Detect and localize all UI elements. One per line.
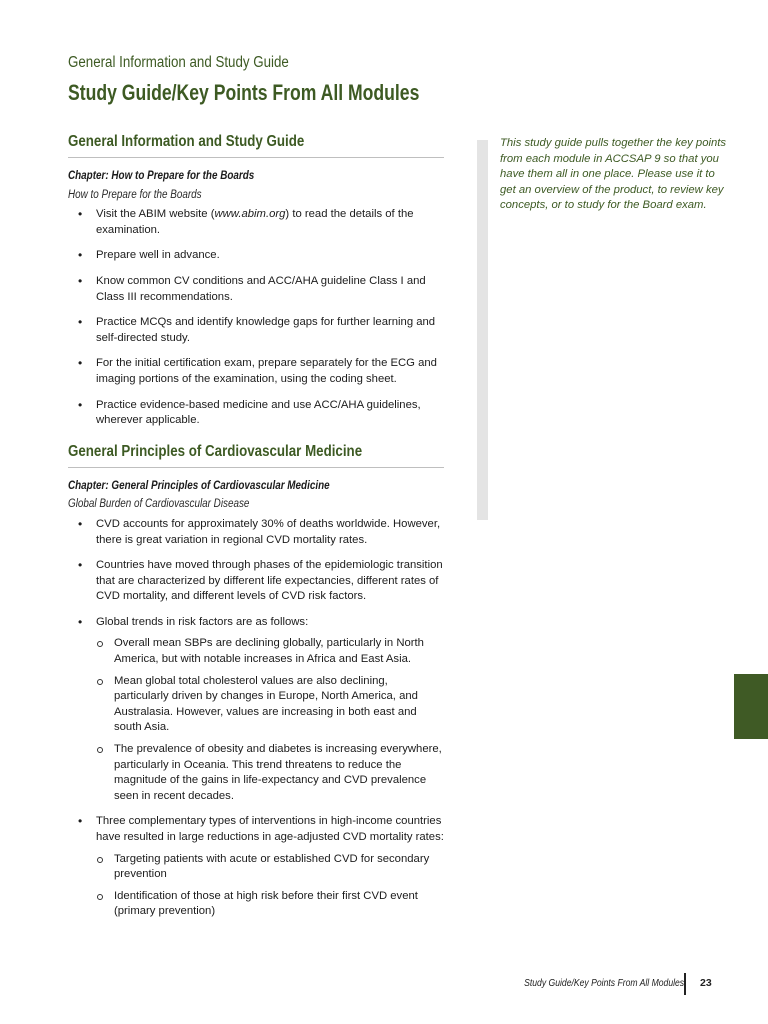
- sub-list-item: Targeting patients with acute or established CVD for secondary prevention: [96, 852, 444, 883]
- sub-list-item: Overall mean SBPs are declining globally, particularly in North America, but with notable increases in Africa and East Asia.: [96, 636, 444, 667]
- chapter-title: Chapter: General Principles of Cardiovascular Medicine: [68, 479, 330, 492]
- bullet-list: [68, 517, 444, 920]
- section-kicker: General Information and Study Guide: [68, 54, 289, 71]
- section-heading-rule: [68, 134, 444, 158]
- subheading: How to Prepare for the Boards: [68, 188, 202, 201]
- main-column: [68, 134, 444, 930]
- section-heading: General Information and Study Guide: [68, 133, 305, 150]
- sub-list-item: Identification of those at high risk before their first CVD event (primary prevention): [96, 889, 444, 920]
- list-item: • Countries have moved through phases of the epidemiologic transition that are characterized by different life expectancies, different rates of CVD mortality, and different levels of CVD risk factors.: [68, 558, 444, 605]
- sub-list-item: The prevalence of obesity and diabetes is increasing everywhere, particularly in Oceania. This trend threatens to reduce the magnitude of the gains in life-expectancy and CVD prevalence seen in recent decades.: [96, 742, 444, 804]
- abim-website-link[interactable]: www.abim.org: [214, 208, 286, 221]
- chapter-tab: [734, 674, 768, 739]
- footer-divider: [684, 973, 686, 995]
- list-item: • Know common CV conditions and ACC/AHA guideline Class I and Class III recommendations.: [68, 274, 444, 305]
- list-item: • Practice MCQs and identify knowledge gaps for further learning and self-directed study.: [68, 315, 444, 346]
- list-item: • CVD accounts for approximately 30% of deaths worldwide. However, there is great variation in regional CVD mortality rates.: [68, 517, 444, 548]
- chapter-title: Chapter: How to Prepare for the Boards: [68, 170, 255, 182]
- page-title: Study Guide/Key Points From All Modules: [68, 80, 420, 105]
- bullet-text: Three complementary types of interventions in high-income countries have resulted in large reductions in age-adjusted CVD mortality rates:: [96, 815, 444, 843]
- sub-bullet-list: [96, 636, 444, 804]
- sub-list-item: Mean global total cholesterol values are also declining, particularly driven by changes in Europe, North America, and Australasia. However, values are increasing in both east and south Asia.: [96, 674, 444, 736]
- footer-title: Study Guide/Key Points From All Modules: [523, 977, 684, 989]
- subheading: Global Burden of Cardiovascular Disease: [68, 498, 250, 511]
- list-item: • Prepare well in advance.: [68, 248, 444, 264]
- bullet-text: Global trends in risk factors are as follows:: [96, 615, 309, 628]
- sub-bullet-list: [96, 852, 444, 920]
- page-number: 23: [700, 977, 712, 989]
- section-general-principles: [68, 444, 444, 920]
- sidebar-note: This study guide pulls together the key points from each module in ACCSAP 9 so that you have them all in one place. Please use it to get an overview of the product, to review key concepts, or to study for the Board exam.: [500, 137, 727, 212]
- list-item: [68, 814, 444, 920]
- bullet-text: Visit the ABIM website (: [96, 208, 215, 221]
- sidebar-bar: [477, 140, 488, 520]
- section-heading-rule: [68, 444, 444, 468]
- list-item: • For the initial certification exam, prepare separately for the ECG and imaging portions of the examination, using the coding sheet.: [68, 356, 444, 387]
- bullet-list: [68, 207, 444, 429]
- list-item: • Practice evidence-based medicine and use ACC/AHA guidelines, wherever applicable.: [68, 398, 444, 429]
- bullet-text: ) to read the details of the examination.: [96, 208, 414, 236]
- list-item: [68, 207, 444, 238]
- section-heading: General Principles of Cardiovascular Medicine: [68, 442, 363, 460]
- section-general-info: [68, 134, 444, 429]
- list-item: [68, 615, 444, 805]
